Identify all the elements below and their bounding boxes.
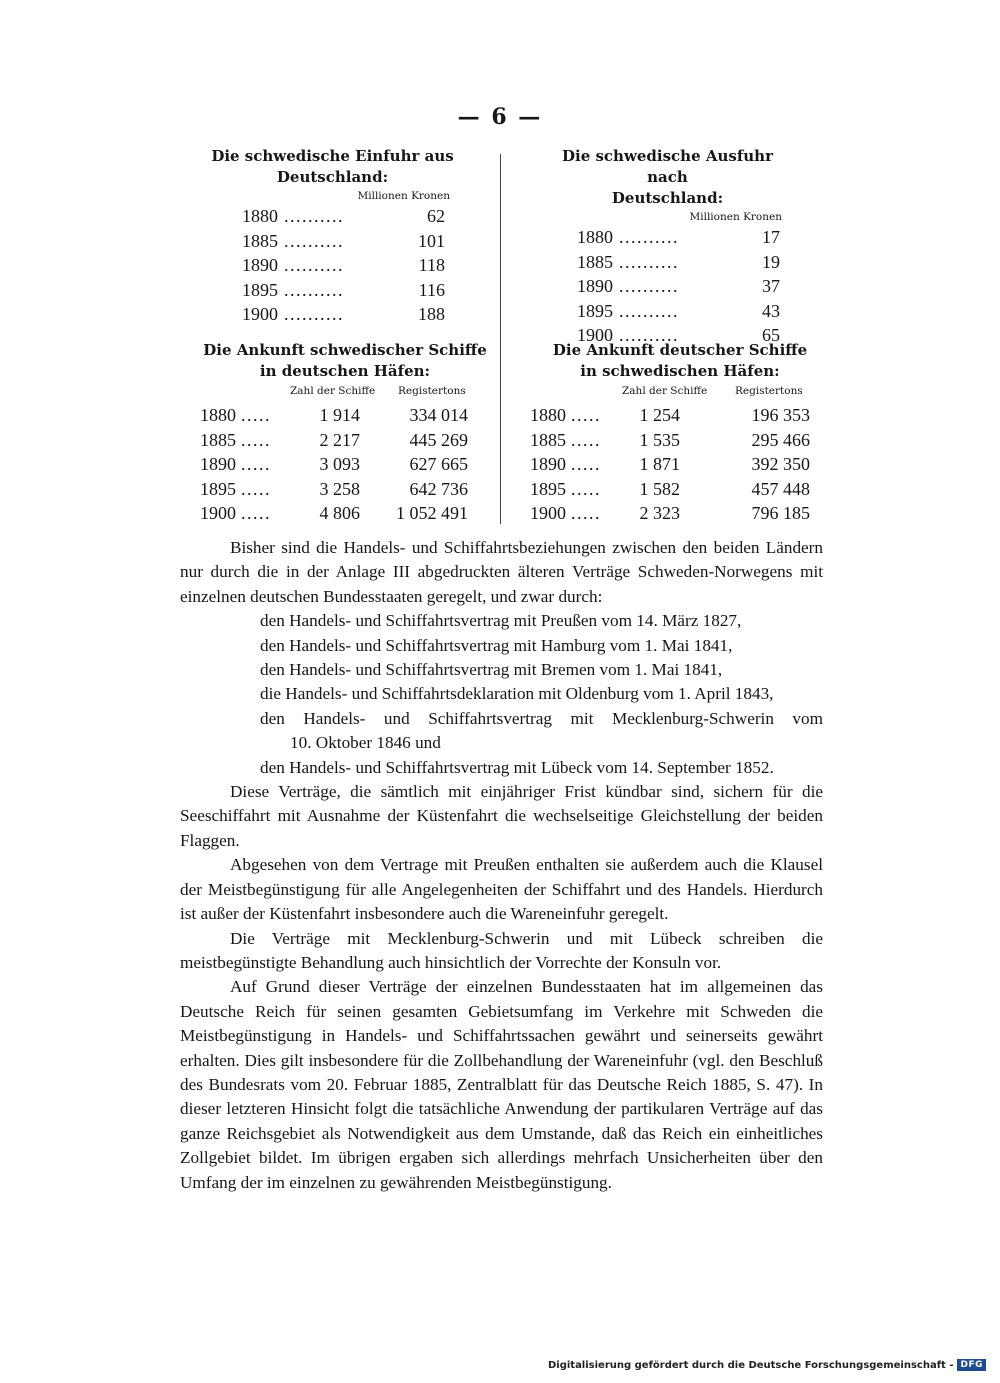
year-cell: 1880 — [577, 227, 613, 247]
column-header-tons: Registertons — [735, 385, 803, 397]
table-row — [200, 452, 490, 477]
paragraph: Bisher sind die Handels- und Schiffahrtsbeziehungen zwischen den beiden Ländern nur durch die in der Anlage III abgedruckten älteren Verträge Schweden-Norwegens mit einzelnen deutschen Bundesstaaten geregelt, und zwar durch: — [180, 538, 823, 606]
table-row — [545, 225, 790, 250]
ships-cell: 3 093 — [319, 454, 360, 474]
body-text — [180, 536, 823, 1195]
year-cell: 1890 — [242, 255, 278, 275]
table-row — [545, 299, 790, 324]
treaty-list — [260, 609, 823, 731]
ships-cell: 1 914 — [319, 405, 360, 425]
tons-cell: 445 269 — [409, 429, 468, 450]
table-title: Die schwedische Ausfuhr nach Deutschland: — [561, 147, 773, 207]
year-cell: 1900 — [242, 304, 278, 324]
table-row — [210, 253, 455, 278]
leader-dots: ..... — [571, 405, 601, 425]
year-cell: 1900 — [577, 325, 613, 345]
tons-cell: 295 466 — [751, 429, 810, 450]
value-cell: 188 — [418, 304, 445, 324]
table-swedish-exports — [545, 146, 790, 348]
year-cell: 1885 — [242, 230, 278, 251]
leader-dots: ..... — [241, 429, 271, 450]
leader-dots: ..... — [241, 454, 271, 474]
tons-cell: 796 185 — [751, 503, 810, 523]
tons-cell: 1 052 491 — [396, 503, 468, 523]
table-row — [200, 403, 490, 428]
leader-dots: .......... — [619, 276, 679, 296]
table-row — [545, 274, 790, 299]
table-unit: Millionen Kronen — [357, 190, 450, 202]
year-cell: 1900 — [530, 503, 566, 523]
tons-cell: 196 353 — [751, 405, 810, 425]
value-cell: 65 — [762, 325, 780, 345]
leader-dots: .......... — [284, 230, 344, 251]
year-cell: 1900 — [200, 503, 236, 523]
year-cell: 1895 — [242, 279, 278, 300]
ships-cell: 1 582 — [639, 478, 680, 499]
year-cell: 1880 — [200, 405, 236, 425]
ships-cell: 1 254 — [639, 405, 680, 425]
table-row — [545, 250, 790, 275]
ships-cell: 2 323 — [639, 503, 680, 523]
leader-dots: .......... — [284, 304, 344, 324]
paragraph: Die Verträge mit Mecklenburg-Schwerin und mit Lübeck schreiben die meistbegünstigte Behandlung auch hinsichtlich der Vorrechte der Konsuln vor. — [180, 928, 823, 972]
value-cell: 62 — [427, 206, 445, 226]
list-item-continuation: 10. Oktober 1846 und — [290, 733, 441, 753]
leader-dots: ..... — [571, 454, 601, 474]
tons-cell: 642 736 — [409, 478, 468, 499]
ships-cell: 3 258 — [319, 478, 360, 499]
column-divider — [500, 154, 501, 524]
year-cell: 1890 — [530, 454, 566, 474]
leader-dots: ..... — [571, 478, 601, 499]
table-swedish-ships-arrivals — [200, 340, 490, 526]
column-header-tons: Registertons — [398, 385, 466, 397]
value-cell: 17 — [762, 227, 780, 247]
value-cell: 118 — [418, 255, 445, 275]
leader-dots: ..... — [241, 405, 271, 425]
leader-dots: .......... — [619, 325, 679, 345]
list-item: den Handels- und Schiffahrtsvertrag mit Hamburg vom 1. Mai 1841, — [260, 635, 733, 655]
footer-text: Digitalisierung gefördert durch die Deutsche Forschungsgemeinschaft - — [547, 1359, 954, 1371]
table-row — [210, 204, 455, 229]
tons-cell: 627 665 — [409, 454, 468, 474]
list-item: den Handels- und Schiffahrtsvertrag mit Preußen vom 14. März 1827, — [260, 611, 742, 631]
value-cell: 101 — [418, 230, 445, 251]
tons-cell: 334 014 — [409, 405, 468, 425]
table-swedish-imports — [210, 146, 455, 327]
leader-dots: ..... — [241, 503, 271, 523]
dfg-logo: DFG — [957, 1359, 986, 1371]
table-row — [210, 278, 455, 303]
page-number: — 6 — — [457, 104, 543, 130]
paragraph: Auf Grund dieser Verträge der einzelnen Bundesstaaten hat im allgemeinen das Deutsche Reich für seinen gesamten Gebietsumfang im Verkehre mit Schweden die Meistbegünstigung in Handels- und Schiffahrtssachen gewährt und seinerseits gewährt erhalten. Dies gilt insbesondere für die Zollbehandlung der Wareneinfuhr (vgl. den Beschluß des Bundesrats vom 20. Februar 1885, Zentralblatt für das Deutsche Reich 1885, S. 47). In dieser letzteren Hinsicht folgt die tatsächliche Anwendung der partikularen Verträge auf das ganze Reichsgebiet als Notwendigkeit aus dem Umstande, daß das Reich ein einheitliches Zollgebiet bildet. Im übrigen ergaben sich allerdings mehrfach Unsicherheiten über den Umfang der im einzelnen zu gewährenden Meistbegünstigung. — [180, 977, 823, 1192]
leader-dots: .......... — [619, 251, 679, 272]
list-item: den Handels- und Schiffahrtsvertrag mit Lübeck vom 14. September 1852. — [260, 757, 774, 777]
leader-dots: .......... — [284, 255, 344, 275]
paragraph: Abgesehen von dem Vertrage mit Preußen enthalten sie außerdem auch die Klausel der Meistbegünstigung für alle Angelegenheiten der Schiffahrt und des Handels. Hierdurch ist außer der Küstenfahrt insbesondere auch die Wareneinfuhr geregelt. — [180, 855, 823, 924]
table-unit: Millionen Kronen — [689, 211, 782, 223]
ships-cell: 4 806 — [319, 503, 360, 523]
table-title: Die Ankunft schwedischer Schiffe in deutschen Häfen: — [203, 341, 487, 380]
table-column-headers — [200, 385, 490, 401]
year-cell: 1890 — [577, 276, 613, 296]
table-row — [200, 501, 490, 526]
leader-dots: ..... — [571, 503, 601, 523]
list-item: die Handels- und Schiffahrtsdeklaration mit Oldenburg vom 1. April 1843, — [260, 684, 774, 704]
table-row — [530, 403, 830, 428]
table-title: Die Ankunft deutscher Schiffe in schwedischen Häfen: — [552, 341, 808, 380]
table-row — [210, 302, 455, 327]
ships-cell: 1 871 — [639, 454, 680, 474]
year-cell: 1885 — [200, 429, 236, 450]
footer-credit — [548, 1359, 986, 1371]
leader-dots: .......... — [284, 206, 344, 226]
year-cell: 1885 — [577, 251, 613, 272]
table-row — [200, 477, 490, 502]
value-cell: 43 — [762, 300, 780, 321]
year-cell: 1895 — [200, 478, 236, 499]
table-row — [530, 452, 830, 477]
paragraph: Diese Verträge, die sämtlich mit einjähriger Frist kündbar sind, sichern für die Seeschiffahrt mit Ausnahme der Küstenfahrt die wechselseitige Gleichstellung der beiden Flaggen. — [180, 782, 823, 850]
list-item: den Handels- und Schiffahrtsvertrag mit Bremen vom 1. Mai 1841, — [260, 660, 723, 680]
table-column-headers — [530, 385, 830, 401]
leader-dots: .......... — [619, 300, 679, 321]
leader-dots: ..... — [241, 478, 271, 499]
table-german-ships-arrivals — [530, 340, 830, 526]
leader-dots: .......... — [284, 279, 344, 300]
year-cell: 1885 — [530, 429, 566, 450]
table-row — [200, 428, 490, 453]
year-cell: 1895 — [530, 478, 566, 499]
year-cell: 1890 — [200, 454, 236, 474]
statistics-tables — [190, 146, 830, 526]
column-header-ships: Zahl der Schiffe — [290, 385, 376, 397]
table-title: Die schwedische Einfuhr aus Deutschland: — [211, 147, 454, 186]
tons-cell: 457 448 — [751, 478, 810, 499]
value-cell: 19 — [762, 251, 780, 272]
table-row — [530, 477, 830, 502]
year-cell: 1895 — [577, 300, 613, 321]
year-cell: 1880 — [530, 405, 566, 425]
leader-dots: ..... — [571, 429, 601, 450]
table-row — [530, 501, 830, 526]
list-item: den Handels- und Schiffahrtsvertrag mit Mecklenburg-Schwerin vom — [260, 708, 823, 728]
ships-cell: 1 535 — [639, 429, 680, 450]
ships-cell: 2 217 — [319, 429, 360, 450]
year-cell: 1880 — [242, 206, 278, 226]
value-cell: 37 — [762, 276, 780, 296]
tons-cell: 392 350 — [751, 454, 810, 474]
value-cell: 116 — [418, 279, 445, 300]
table-row — [530, 428, 830, 453]
leader-dots: .......... — [619, 227, 679, 247]
table-row — [210, 229, 455, 254]
column-header-ships: Zahl der Schiffe — [622, 385, 708, 397]
